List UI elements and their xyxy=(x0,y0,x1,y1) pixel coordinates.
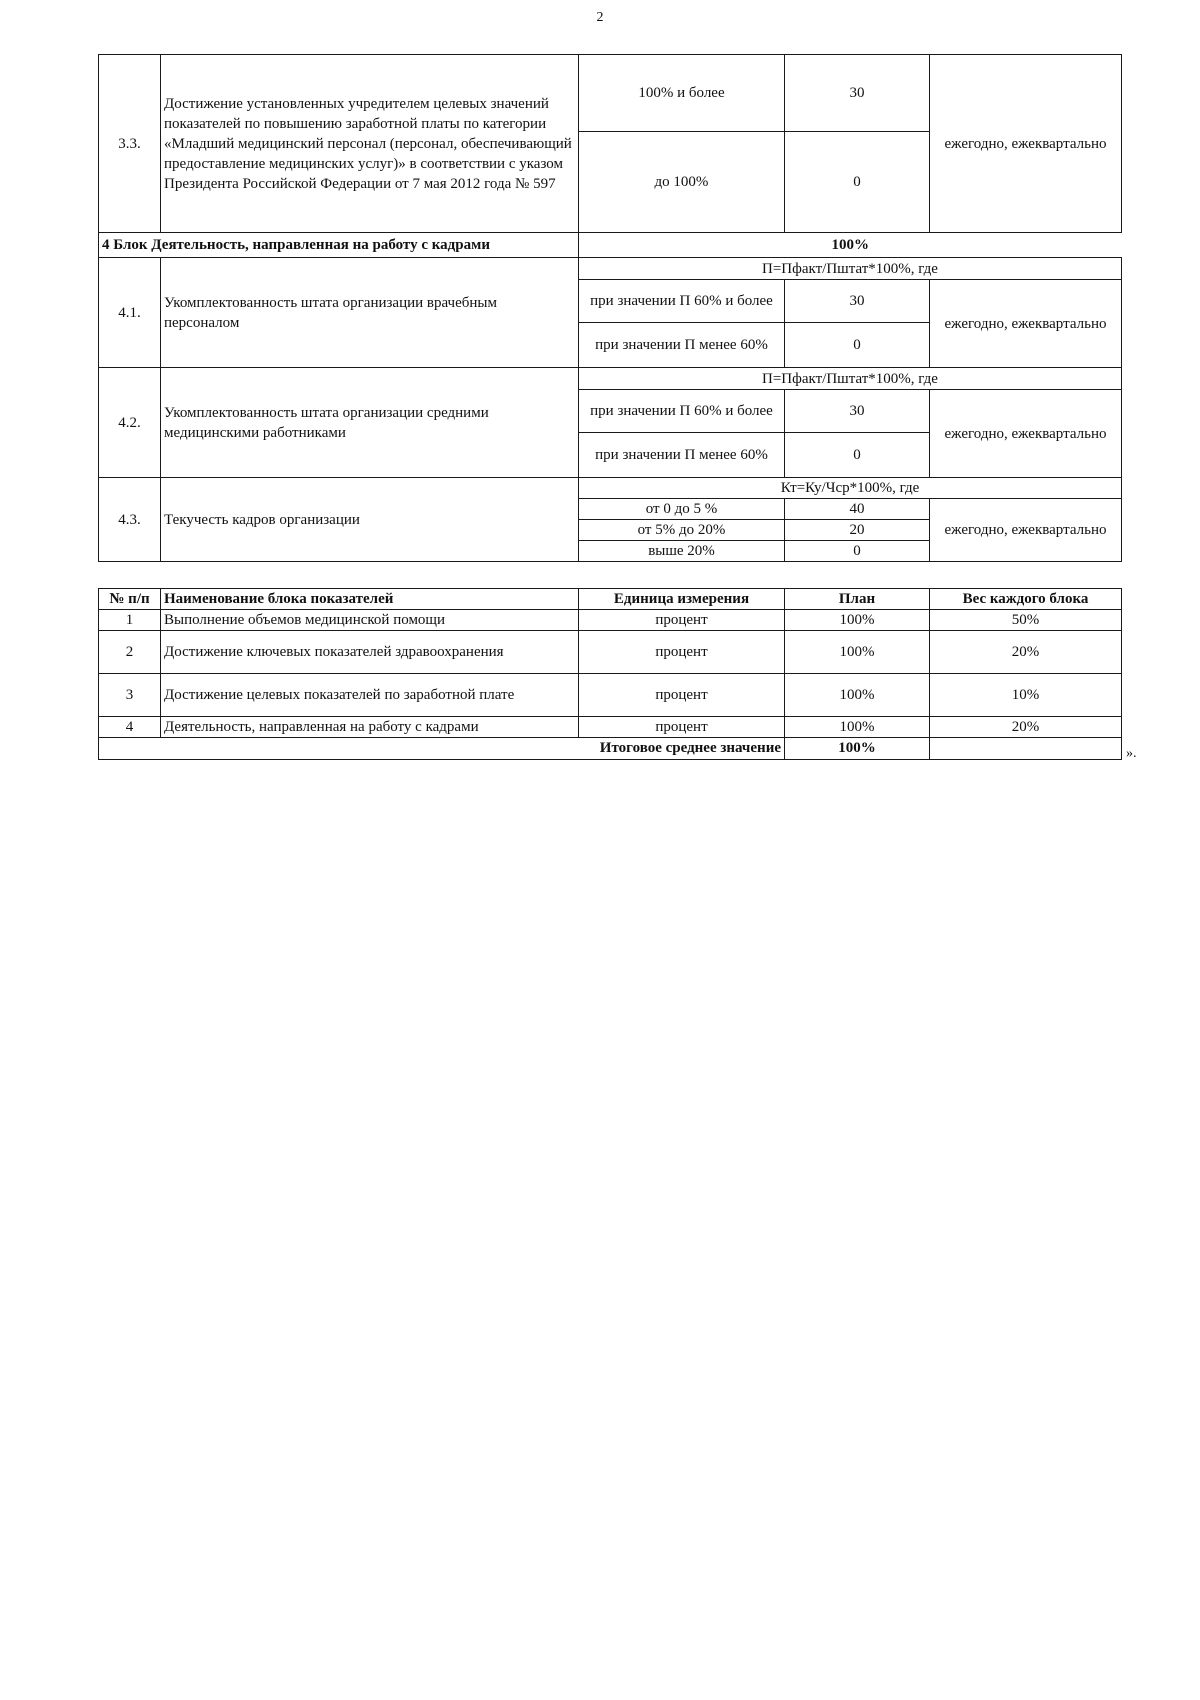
row-name: Достижение ключевых показателей здравоохранения xyxy=(161,631,579,674)
table-row xyxy=(99,610,1122,631)
header-name: Наименование блока показателей xyxy=(161,589,579,610)
points-cell: 0 xyxy=(785,433,930,478)
header-row xyxy=(99,589,1122,610)
criterion-row-3-3 xyxy=(99,55,1122,132)
formula-cell: Кт=Ку/Чср*100%, где xyxy=(579,478,1122,499)
row-name: Достижение целевых показателей по заработной плате xyxy=(161,674,579,717)
points-cell: 0 xyxy=(785,132,930,233)
points-cell: 0 xyxy=(785,541,930,562)
page-number: 2 xyxy=(596,10,604,25)
row-unit: процент xyxy=(579,610,785,631)
condition-cell: при значении П менее 60% xyxy=(579,433,785,478)
row-name: Выполнение объемов медицинской помощи xyxy=(161,610,579,631)
row-unit: процент xyxy=(579,631,785,674)
formula-cell: П=Пфакт/Пштат*100%, где xyxy=(579,258,1122,280)
table-row xyxy=(99,717,1122,738)
period-cell: ежегодно, ежеквартально xyxy=(930,499,1122,562)
formula-cell: П=Пфакт/Пштат*100%, где xyxy=(579,368,1122,390)
block-4-header-row xyxy=(99,233,1122,258)
criterion-name: Достижение установленных учредителем целевых значений показателей по повышению заработной платы по категории «Младший медицинский персонал (персонал, обеспечивающий предоставление медицинских услуг)» в соответствии с указом Президента Российской Федерации от 7 мая 2012 года № 597 xyxy=(161,55,579,233)
row-weight: 20% xyxy=(930,631,1122,674)
closing-quote: ». xyxy=(1126,746,1137,761)
row-unit: процент xyxy=(579,717,785,738)
table-row xyxy=(99,674,1122,717)
total-label: Итоговое среднее значение xyxy=(99,738,785,760)
total-row xyxy=(99,738,1122,760)
criterion-name: Укомплектованность штата организации врачебным персоналом xyxy=(161,258,579,368)
points-cell: 40 xyxy=(785,499,930,520)
condition-cell: от 0 до 5 % xyxy=(579,499,785,520)
criterion-number: 4.1. xyxy=(99,258,161,368)
header-num: № п/п xyxy=(99,589,161,610)
points-cell: 30 xyxy=(785,280,930,323)
row-weight: 20% xyxy=(930,717,1122,738)
criterion-name: Текучесть кадров организации xyxy=(161,478,579,562)
header-plan: План xyxy=(785,589,930,610)
points-cell: 30 xyxy=(785,390,930,433)
criterion-row-4-2 xyxy=(99,368,1122,390)
table-row xyxy=(99,631,1122,674)
criterion-row-4-3 xyxy=(99,478,1122,499)
points-cell: 0 xyxy=(785,323,930,368)
condition-cell: от 5% до 20% xyxy=(579,520,785,541)
row-plan: 100% xyxy=(785,610,930,631)
condition-cell: выше 20% xyxy=(579,541,785,562)
condition-cell: 100% и более xyxy=(579,55,785,132)
total-value: 100% xyxy=(785,738,930,760)
row-num: 1 xyxy=(99,610,161,631)
condition-cell: при значении П 60% и более xyxy=(579,280,785,323)
row-plan: 100% xyxy=(785,674,930,717)
row-weight: 50% xyxy=(930,610,1122,631)
criterion-number: 4.3. xyxy=(99,478,161,562)
period-cell: ежегодно, ежеквартально xyxy=(930,55,1122,233)
criteria-table xyxy=(98,54,1122,562)
header-unit: Единица измерения xyxy=(579,589,785,610)
points-cell: 20 xyxy=(785,520,930,541)
period-cell: ежегодно, ежеквартально xyxy=(930,390,1122,478)
points-cell: 30 xyxy=(785,55,930,132)
row-unit: процент xyxy=(579,674,785,717)
criterion-name: Укомплектованность штата организации средними медицинскими работниками xyxy=(161,368,579,478)
period-cell: ежегодно, ежеквартально xyxy=(930,280,1122,368)
header-weight: Вес каждого блока xyxy=(930,589,1122,610)
row-weight: 10% xyxy=(930,674,1122,717)
criterion-row-4-1 xyxy=(99,258,1122,280)
row-name: Деятельность, направленная на работу с кадрами xyxy=(161,717,579,738)
row-num: 4 xyxy=(99,717,161,738)
criterion-number: 4.2. xyxy=(99,368,161,478)
criterion-number: 3.3. xyxy=(99,55,161,233)
condition-cell: при значении П 60% и более xyxy=(579,390,785,433)
blocks-summary-table xyxy=(98,588,1122,760)
row-plan: 100% xyxy=(785,631,930,674)
row-num: 3 xyxy=(99,674,161,717)
condition-cell: при значении П менее 60% xyxy=(579,323,785,368)
block-4-value: 100% xyxy=(579,233,1122,258)
row-num: 2 xyxy=(99,631,161,674)
total-weight-empty xyxy=(930,738,1122,760)
block-4-title: 4 Блок Деятельность, направленная на работу с кадрами xyxy=(99,233,579,258)
row-plan: 100% xyxy=(785,717,930,738)
condition-cell: до 100% xyxy=(579,132,785,233)
